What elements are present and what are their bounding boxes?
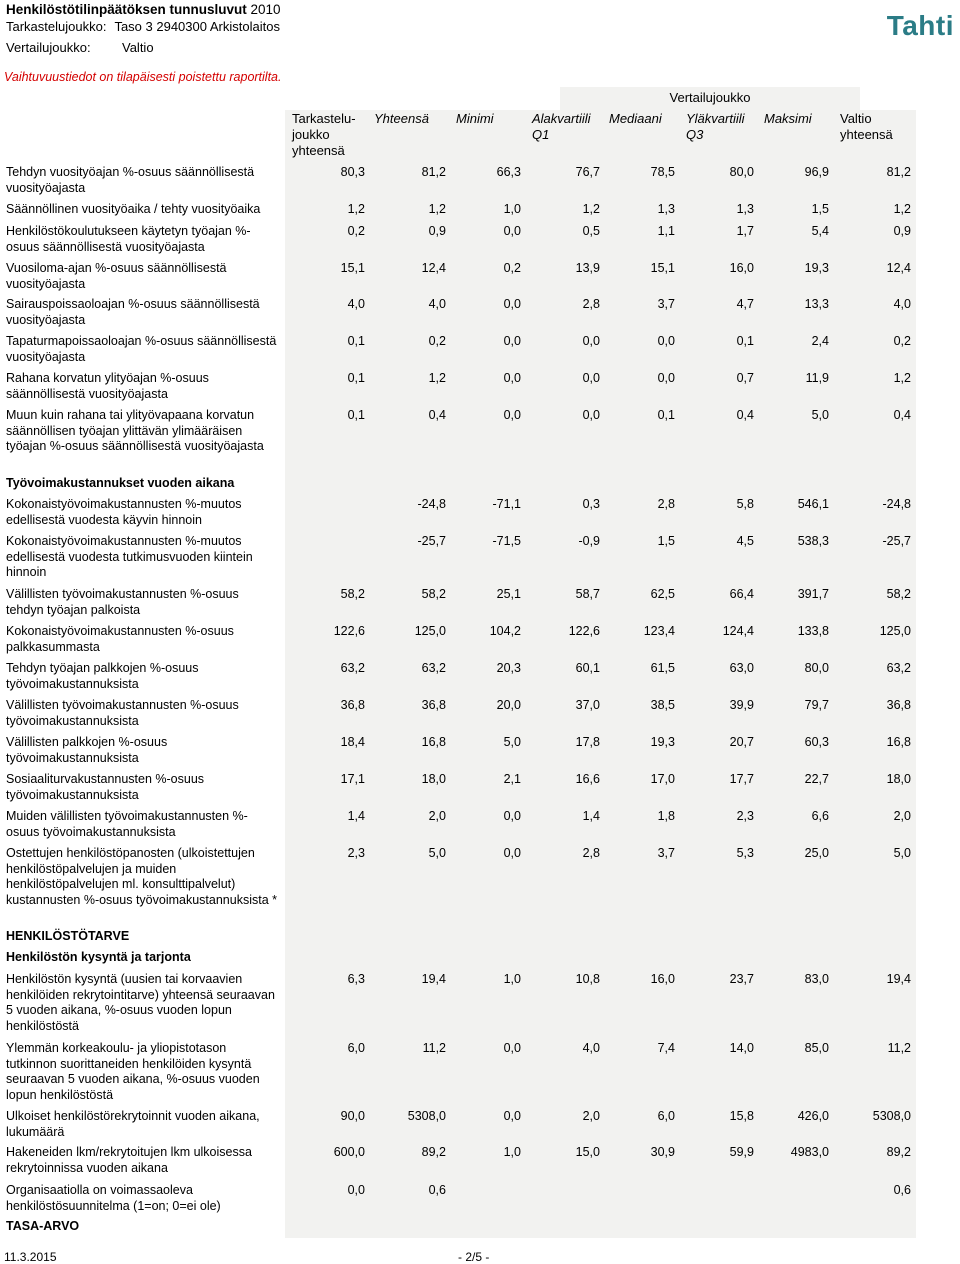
table-cell: 1,7 [736, 224, 754, 238]
table-cell: 36,8 [340, 698, 365, 712]
row-label: Tehdyn vuosityöajan %-osuus säännöllisestä vuosityöajasta [6, 165, 255, 195]
table-cell: 0,0 [657, 371, 675, 385]
table-cell: 391,7 [797, 587, 829, 601]
table-cell: 20,0 [496, 698, 521, 712]
table-cell: 17,0 [650, 772, 675, 786]
table-cell: 2,3 [347, 846, 365, 860]
table-cell: 58,2 [340, 587, 365, 601]
table-cell: 426,0 [797, 1109, 829, 1123]
table-cell: 0,0 [503, 1109, 521, 1123]
table-cell: -25,7 [417, 534, 446, 548]
table-cell: 39,9 [729, 698, 754, 712]
table-cell: 79,7 [804, 698, 829, 712]
table-cell: 2,8 [582, 297, 600, 311]
section-heading: HENKILÖSTÖTARVE [6, 929, 130, 943]
table-cell: 17,8 [575, 735, 600, 749]
table-cell: 10,8 [575, 972, 600, 986]
footer-date: 11.3.2015 [4, 1250, 57, 1264]
table-cell: 4,7 [736, 297, 754, 311]
table-cell: 60,1 [575, 661, 600, 675]
table-cell: 1,2 [893, 371, 911, 385]
table-cell: 18,0 [886, 772, 911, 786]
table-cell: 0,1 [347, 408, 365, 422]
table-cell: 85,0 [804, 1041, 829, 1055]
row-label: Ulkoiset henkilöstörekrytoinnit vuoden aikana, lukumäärä [6, 1109, 260, 1139]
table-cell: 0,9 [428, 224, 446, 238]
table-cell: 1,1 [657, 224, 675, 238]
table-cell: 1,2 [347, 202, 365, 216]
table-cell: 0,2 [503, 261, 521, 275]
table-cell: 600,0 [333, 1145, 365, 1159]
table-cell: 1,8 [657, 809, 675, 823]
section-heading: Työvoimakustannukset vuoden aikana [6, 476, 235, 490]
table-cell: 5,0 [893, 846, 911, 860]
vertailujoukko-line [6, 40, 154, 56]
table-cell: 125,0 [414, 624, 446, 638]
table-cell: 0,4 [893, 408, 911, 422]
table-cell: 2,0 [428, 809, 446, 823]
table-cell: 5308,0 [407, 1109, 446, 1123]
table-cell: 4983,0 [790, 1145, 829, 1159]
table-cell: 6,0 [657, 1109, 675, 1123]
table-cell: 58,2 [886, 587, 911, 601]
tarkastelujoukko-line [6, 19, 280, 35]
table-cell: 6,6 [811, 809, 829, 823]
table-cell: 19,4 [421, 972, 446, 986]
table-cell: 23,7 [729, 972, 754, 986]
table-cell: 5,0 [811, 408, 829, 422]
table-cell: 5,3 [736, 846, 754, 860]
table-cell: 11,2 [422, 1041, 446, 1055]
table-cell: 19,3 [804, 261, 829, 275]
col-alakvartiili: Alakvartiili Q1 [532, 111, 591, 142]
table-cell: 0,5 [582, 224, 600, 238]
table-cell: 546,1 [797, 497, 829, 511]
table-cell: 1,5 [811, 202, 829, 216]
row-label: Kokonaistyövoimakustannusten %-muutos edellisestä vuodesta käyvin hinnoin [6, 497, 242, 527]
table-cell: 16,0 [650, 972, 675, 986]
table-cell: 59,9 [729, 1145, 754, 1159]
table-cell: 125,0 [879, 624, 911, 638]
table-cell: 0,0 [503, 846, 521, 860]
table-cell: 3,7 [657, 297, 675, 311]
table-cell: 62,5 [650, 587, 675, 601]
table-cell: 5,4 [811, 224, 829, 238]
section-heading: TASA-ARVO [6, 1219, 80, 1233]
table-cell: 81,2 [886, 165, 911, 179]
table-cell: 78,5 [650, 165, 675, 179]
table-cell: 0,3 [582, 497, 600, 511]
table-cell: 0,0 [503, 1041, 521, 1055]
table-cell: 15,1 [340, 261, 365, 275]
table-cell: 5,8 [736, 497, 754, 511]
table-cell: 0,1 [736, 334, 754, 348]
table-cell: 30,9 [650, 1145, 675, 1159]
table-cell: 1,0 [503, 972, 521, 986]
table-cell: 66,3 [496, 165, 521, 179]
table-cell: 66,4 [729, 587, 754, 601]
col-minimi: Minimi [456, 111, 494, 126]
table-cell: 2,0 [582, 1109, 600, 1123]
table-cell: 4,0 [428, 297, 446, 311]
table-cell: 6,3 [347, 972, 365, 986]
table-cell: 5308,0 [872, 1109, 911, 1123]
table-cell: 80,0 [729, 165, 754, 179]
table-cell: 7,4 [657, 1041, 675, 1055]
row-label: Ylemmän korkeakoulu- ja yliopistotason tutkinnon suorittaneiden henkilöiden kysyntä seuraavan 5 vuoden aikana, %-osuus vuoden lopun henkilöstöstä [6, 1041, 260, 1102]
table-cell: 58,2 [421, 587, 446, 601]
table-cell: 37,0 [575, 698, 600, 712]
table-cell: 0,9 [893, 224, 911, 238]
table-cell: 16,6 [575, 772, 600, 786]
table-cell: 2,1 [503, 772, 521, 786]
table-cell: 3,7 [657, 846, 675, 860]
row-label: Kokonaistyövoimakustannusten %-muutos edellisestä vuodesta tutkimusvuoden kiintein hinnoin [6, 534, 253, 579]
vertailujoukko-value: Valtio [122, 40, 154, 55]
table-cell: 2,4 [811, 334, 829, 348]
table-cell: 63,2 [886, 661, 911, 675]
row-label: Henkilöstökoulutukseen käytetyn työajan %-osuus säännöllisestä vuosityöajasta [6, 224, 251, 254]
table-cell: 22,7 [804, 772, 829, 786]
table-cell: 1,0 [503, 202, 521, 216]
table-cell: 1,3 [657, 202, 675, 216]
table-cell: 0,4 [736, 408, 754, 422]
table-cell: 5,0 [503, 735, 521, 749]
tarkastelujoukko-label: Tarkastelujoukko: [6, 19, 107, 34]
table-cell: 0,2 [893, 334, 911, 348]
table-cell: 1,4 [347, 809, 365, 823]
row-label: Tapaturmapoissaoloajan %-osuus säännöllisestä vuosityöajasta [6, 334, 277, 364]
table-cell: 58,7 [575, 587, 600, 601]
table-cell: 104,2 [489, 624, 521, 638]
table-cell: 18,4 [340, 735, 365, 749]
table-cell: 19,4 [886, 972, 911, 986]
row-label: Tehdyn työajan palkkojen %-osuus työvoimakustannuksista [6, 661, 199, 691]
table-cell: 14,0 [729, 1041, 754, 1055]
row-label: Vuosiloma-ajan %-osuus säännöllisestä vuosityöajasta [6, 261, 227, 291]
table-cell: 13,9 [575, 261, 600, 275]
table-cell: 63,2 [421, 661, 446, 675]
table-cell: 0,0 [582, 371, 600, 385]
table-cell: 124,4 [722, 624, 754, 638]
row-label: Välillisten työvoimakustannusten %-osuus tehdyn työajan palkoista [6, 587, 239, 617]
table-cell: 0,6 [893, 1183, 911, 1197]
table-cell: 1,0 [503, 1145, 521, 1159]
table-cell: 0,0 [582, 334, 600, 348]
table-cell: 15,8 [729, 1109, 754, 1123]
table-cell: 25,0 [804, 846, 829, 860]
table-cell: 15,0 [575, 1145, 600, 1159]
table-cell: 16,8 [886, 735, 911, 749]
col-ylakvartiili: Yläkvartiili Q3 [686, 111, 745, 142]
row-label: Hakeneiden lkm/rekrytoitujen lkm ulkoisessa rekrytoinnissa vuoden aikana [6, 1145, 252, 1175]
table-cell: 63,0 [729, 661, 754, 675]
table-cell: 90,0 [340, 1109, 365, 1123]
table-cell: 0,0 [503, 371, 521, 385]
table-cell: 36,8 [886, 698, 911, 712]
table-cell: 19,3 [650, 735, 675, 749]
row-label: Muun kuin rahana tai ylityövapaana korvatun säännöllisen työajan ylittävän ylimääräisen työajan %-osuus säännöllisestä vuosityöajasta [6, 408, 264, 453]
table-cell: 63,2 [340, 661, 365, 675]
table-cell: -25,7 [882, 534, 911, 548]
table-cell: -24,8 [882, 497, 911, 511]
notice-text: Vaihtuvuustiedot on tilapäisesti poistettu raportilta. [4, 70, 282, 84]
table-cell: 0,4 [428, 408, 446, 422]
table-cell: 0,1 [347, 334, 365, 348]
row-label: Sairauspoissaoloajan %-osuus säännöllisestä vuosityöajasta [6, 297, 260, 327]
table-cell: 36,8 [421, 698, 446, 712]
tahti-logo: Tahti [886, 10, 954, 41]
table-cell: 2,8 [582, 846, 600, 860]
table-cell: 76,7 [575, 165, 600, 179]
report-title-text: Henkilöstötilinpäätöksen tunnusluvut [6, 2, 247, 17]
table-cell: 81,2 [421, 165, 446, 179]
table-cell: 5,0 [428, 846, 446, 860]
table-cell: 1,2 [428, 202, 446, 216]
table-cell: 0,6 [428, 1183, 446, 1197]
table-cell: -71,5 [492, 534, 521, 548]
table-cell: 11,2 [887, 1041, 911, 1055]
vertailujoukko-group-title: Vertailujoukko [669, 90, 751, 105]
table-cell: 1,4 [582, 809, 600, 823]
table-cell: 122,6 [333, 624, 365, 638]
table-cell: 80,3 [340, 165, 365, 179]
report-year: 2010 [250, 2, 281, 17]
table-cell: 16,0 [729, 261, 754, 275]
table-cell: 4,5 [736, 534, 754, 548]
table-cell: 0,0 [503, 297, 521, 311]
table-cell: 2,8 [657, 497, 675, 511]
row-label: Henkilöstön kysyntä (uusien tai korvaavien henkilöiden rekrytointitarve) yhteensä seuraavan 5 vuoden aikana, %-osuus vuoden lopun henkilöstöstä [6, 972, 275, 1033]
table-cell: 38,5 [650, 698, 675, 712]
table-cell: -71,1 [492, 497, 521, 511]
table-cell: 2,3 [736, 809, 754, 823]
table-cell: 1,5 [657, 534, 675, 548]
table-cell: 0,1 [657, 408, 675, 422]
table-cell: 0,0 [503, 809, 521, 823]
col-mediaani: Mediaani [609, 111, 662, 126]
report-title [6, 2, 281, 18]
table-cell: 83,0 [804, 972, 829, 986]
table-cell: 1,2 [428, 371, 446, 385]
row-label: Säännöllinen vuosityöaika / tehty vuosityöaika [6, 202, 261, 216]
row-label: Sosiaaliturvakustannusten %-osuus työvoimakustannuksista [6, 772, 205, 802]
table-cell: 60,3 [804, 735, 829, 749]
col-valtio-yhteensa: Valtio yhteensä [840, 111, 893, 142]
table-cell: 0,0 [503, 224, 521, 238]
table-cell: 12,4 [421, 261, 446, 275]
table-cell: -24,8 [417, 497, 446, 511]
table-cell: 17,1 [340, 772, 365, 786]
table-cell: 17,7 [729, 772, 754, 786]
table-cell: 0,0 [503, 408, 521, 422]
table-cell: 13,3 [804, 297, 829, 311]
table-cell: 12,4 [886, 261, 911, 275]
table-cell: 96,9 [804, 165, 829, 179]
table-cell: 18,0 [421, 772, 446, 786]
footer-page-number: - 2/5 - [458, 1250, 490, 1264]
table-cell: 61,5 [650, 661, 675, 675]
table-cell: 0,0 [657, 334, 675, 348]
table-cell: 4,0 [347, 297, 365, 311]
table-cell: 20,3 [496, 661, 521, 675]
table-cell: 133,8 [797, 624, 829, 638]
row-label: Kokonaistyövoimakustannusten %-osuus palkkasummasta [6, 624, 234, 654]
row-label: Rahana korvatun ylityöajan %-osuus säännöllisestä vuosityöajasta [6, 371, 209, 401]
table-cell: 0,0 [347, 1183, 365, 1197]
table-cell: 1,3 [736, 202, 754, 216]
table-cell: 0,2 [347, 224, 365, 238]
table-cell: 123,4 [643, 624, 675, 638]
table-cell: 20,7 [729, 735, 754, 749]
table-cell: 89,2 [421, 1145, 446, 1159]
col-yhteensa: Yhteensä [374, 111, 429, 126]
table-cell: 25,1 [496, 587, 521, 601]
table-cell: 0,0 [503, 334, 521, 348]
table-cell: 0,2 [428, 334, 446, 348]
table-cell: 0,1 [347, 371, 365, 385]
vertailujoukko-label: Vertailujoukko: [6, 40, 91, 55]
table-cell: 1,2 [893, 202, 911, 216]
table-cell: 538,3 [797, 534, 829, 548]
table-cell: 16,8 [421, 735, 446, 749]
table-cell: 80,0 [804, 661, 829, 675]
table-cell: 15,1 [650, 261, 675, 275]
col-tarkastelujoukko: Tarkastelu- joukko yhteensä [292, 111, 356, 158]
section-heading: Henkilöstön kysyntä ja tarjonta [6, 950, 191, 964]
row-label: Muiden välillisten työvoimakustannusten %-osuus työvoimakustannuksista [6, 809, 248, 839]
row-label: Organisaatiolla on voimassaoleva henkilöstösuunnitelma (1=on; 0=ei ole) [6, 1183, 221, 1213]
col-maksimi: Maksimi [764, 111, 812, 126]
table-cell: 11,9 [805, 371, 829, 385]
table-cell: 1,2 [582, 202, 600, 216]
table-cell: 2,0 [893, 809, 911, 823]
table-cell: 4,0 [893, 297, 911, 311]
table-cell: 0,0 [582, 408, 600, 422]
row-label: Välillisten palkkojen %-osuus työvoimakustannuksista [6, 735, 168, 765]
table-cell: -0,9 [578, 534, 600, 548]
table-cell: 0,7 [736, 371, 754, 385]
table-cell: 89,2 [886, 1145, 911, 1159]
row-label: Ostettujen henkilöstöpanosten (ulkoistettujen henkilöstöpalvelujen ja muiden henkilöstöpalvelujen ml. konsulttipalvelut) kustannusten %-osuus työvoimakustannuksista * [6, 846, 277, 907]
tarkastelujoukko-value: Taso 3 2940300 Arkistolaitos [114, 19, 280, 34]
table-cell: 6,0 [347, 1041, 365, 1055]
row-label: Välillisten työvoimakustannusten %-osuus työvoimakustannuksista [6, 698, 239, 728]
table-cell: 122,6 [568, 624, 600, 638]
table-cell: 4,0 [582, 1041, 600, 1055]
